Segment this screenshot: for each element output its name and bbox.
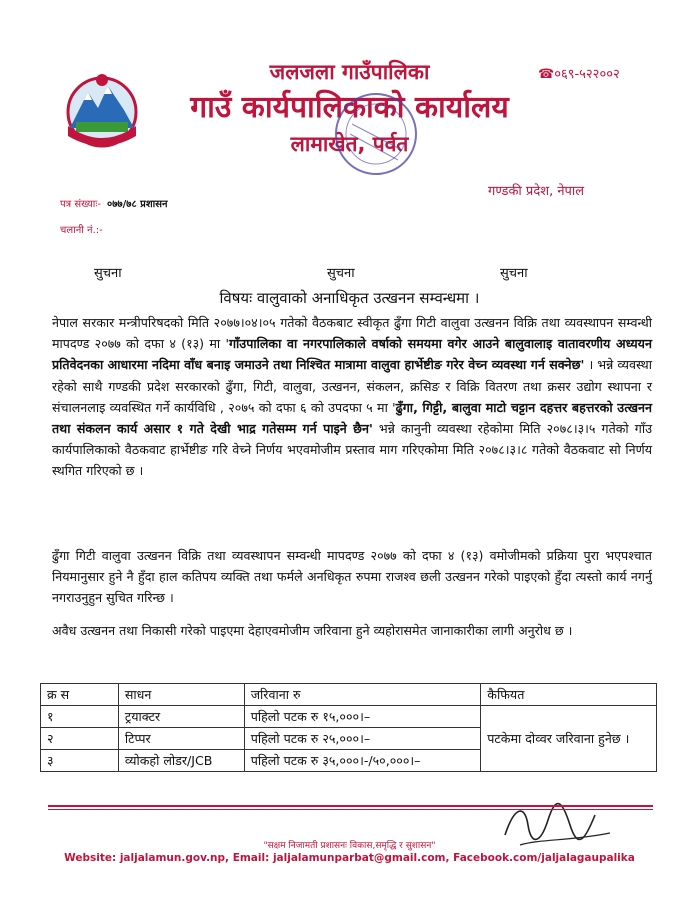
notice-heading-3: सुचना xyxy=(500,266,528,281)
header-serial: क्र स xyxy=(41,684,119,706)
notice-heading-1: सुचना xyxy=(94,266,122,281)
row-serial: २ xyxy=(41,728,119,750)
fines-table xyxy=(40,683,657,772)
phone-number: ☎०६९-५२२००२ xyxy=(538,67,620,82)
reference-number xyxy=(60,196,168,210)
header-vehicle: साधन xyxy=(118,684,244,706)
row-fine: पहिलो पटक रु २५,०००।– xyxy=(244,728,481,750)
office-name: गाउँ कार्यपालिकाको कार्यालय xyxy=(190,90,509,125)
footer-divider-thin xyxy=(48,809,653,810)
paragraph-1-quote-1: गाँउपालिका वा नगरपालिकाले वर्षाको समयमा वगेर आउने बालुवालाइ वातावरणीय अध्ययन प्रतिवेदनका आधारमा नदिमा वाँध बनाइ जमाउने तथा निश्चित मात्रामा वालुवा हार्भेष्टीङ गरेर वेच्न व्यवस्था गर्न सक्नेछ' xyxy=(52,336,652,373)
reference-label: पत्र संख्याः- xyxy=(60,199,102,210)
reference-value: ०७७/७८ प्रशासन xyxy=(107,199,168,210)
table-row xyxy=(41,706,657,728)
paragraph-2: ढुँगा गिटी वालुवा उत्खनन विक्रि तथा व्यवस्थापन सम्वन्धी मापदण्ड २०७७ को दफा ४ (१३) वमोजीमको प्रक्रिया पुरा भएपश्चात नियमानुसार हुने नै हुँदा हाल कतिपय व्यक्ति तथा फर्मले अनधिकृत रुपमा राजश्व छली उत्खनन गरेको पाइएको हुँदा त्यस्तो कार्य नगर्नु नगराउनुहुन सुचित गरिन्छ । xyxy=(52,548,652,606)
office-location: लामाखेत, पर्वत xyxy=(290,132,409,156)
notice-heading-2: सुचना xyxy=(327,266,355,281)
row-serial: १ xyxy=(41,706,119,728)
row-fine: पहिलो पटक रु १५,०००।– xyxy=(244,706,481,728)
dispatch-number-label: चलानी नं.:- xyxy=(60,225,103,236)
row-vehicle: टिप्पर xyxy=(118,728,244,750)
footer-divider-thick xyxy=(48,805,653,807)
paragraph-1-text-c: भन्ने कानुनी व्यवस्था रहेकोमा मिति २०७८।३।५ गतेको गाँउ कार्यपालिकाको वैठकवाट हार्भेष्टीङ गरि वेच्ने निर्णय भएवमोजीम प्रस्ताव माग गरिएकोमा मिति २०७८।३।८ गतेको वैठकवाट सो निर्णय स्थगित गरिएको छ । xyxy=(52,421,652,479)
row-fine: पहिलो पटक रु ३५,०००।-/५०,०००।– xyxy=(244,750,481,772)
municipality-name: जलजला गाउँपालिका xyxy=(269,60,430,84)
footer-motto: "सक्षम निजामती प्रशासनः विकास,समृद्धि र सुशासन" xyxy=(263,841,436,851)
notice-subject: विषयः वालुवाको अनाधिकृत उत्खनन सम्वन्धमा । xyxy=(219,289,480,307)
row-vehicle: ट्रयाक्टर xyxy=(118,706,244,728)
header-fine: जरिवाना रु xyxy=(244,684,481,706)
province-name: गण्डकी प्रदेश, नेपाल xyxy=(488,184,585,199)
footer-contact: Website: jaljalamun.gov.np, Email: jaljalamunparbat@gmail.com, Facebook.com/jaljalagaupalika xyxy=(64,852,635,864)
paragraph-1-text-b: । भन्ने व्यवस्था रहेको साथै गण्डकी प्रदेश सरकारको ढुँगा, गिटी, वालुवा, उत्खनन, संकलन, क्रसिङ र विक्रि वितरण तथा क्रसर उद्योग स्थापना र संचालनलाइ व्यवस्थित गर्ने कार्यविधि , २०७५ को दफा ६ को उपदफा ५ मा ' xyxy=(52,357,652,415)
paragraph-3: अवैध उत्खनन तथा निकासी गरेको पाइएमा देहाएवमोजीम जरिवाना हुने व्यहोरासमेत जानाकारीका लागी अनुरोध छ । xyxy=(52,623,573,638)
office-stamp-icon xyxy=(332,90,420,178)
row-vehicle: व्योकहो लोडर/JCB xyxy=(118,750,244,772)
paragraph-1-text-a: नेपाल सरकार मन्त्रीपरिषदको मिति २०७७।०४।०५ गतेको वैठकबाट स्वीकृत ढुँगा गिटी वालुवा उत्खनन विक्रि तथा व्यवस्थापन सम्वन्धी मापदण्ड २०७७ को दफा ४ (१३) मा ' xyxy=(52,315,652,352)
header-remarks: कैफियत xyxy=(481,684,657,706)
remarks-cell: पटकेमा दोव्वर जरिवाना हुनेछ । xyxy=(481,706,657,772)
table-header-row xyxy=(41,684,657,706)
paragraph-1 xyxy=(52,312,652,482)
paragraph-1-quote-2: ढुँगा, गिट्टी, बालुवा माटो चट्टान दहत्तर बहत्तरको उत्खनन तथा संकलन कार्य असार १ गते देखी भाद्र गतेसम्म गर्न पाइने छैन' xyxy=(52,399,653,437)
row-serial: ३ xyxy=(41,750,119,772)
